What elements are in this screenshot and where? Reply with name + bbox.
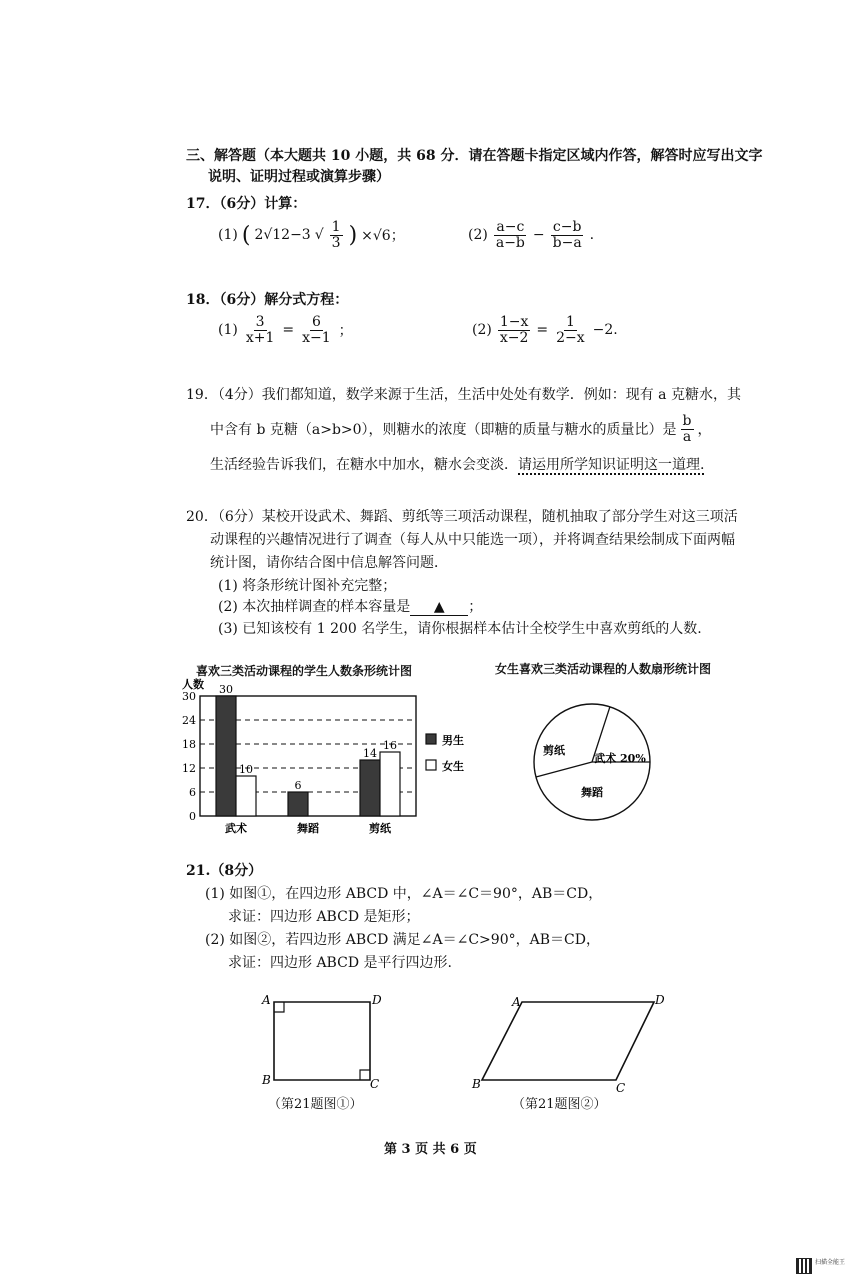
bar-chart-ylabel: 人数 (182, 678, 204, 691)
q21-label: 21.（8分） (186, 863, 263, 879)
qr-code-icon (796, 1258, 812, 1274)
figure-2-caption: （第21题图②） (512, 1097, 607, 1112)
bar-1-2 (380, 752, 400, 816)
q17-part2-end: . (589, 227, 595, 244)
q20-subquestion-2-text: (2) 本次抽样调查的样本容量是 (218, 599, 411, 615)
q20-subquestion-2-end: ； (468, 599, 483, 615)
pie-chart (520, 690, 680, 840)
q20-subquestion-3: (3) 已知该校有 1 200 名学生，请你根据样本估计全校学生中喜欢剪纸的人数. (218, 621, 702, 637)
bar-data-label: 14 (363, 747, 377, 760)
q17-part1-left: 2√12−3 (254, 227, 311, 244)
bar-chart-ytick: 12 (182, 762, 196, 775)
q20-line2: 动课程的兴趣情况进行了调查（每人从中只能选一项），并将调查结果绘制成下面两幅 (210, 532, 735, 548)
q18-part2-fraction-b: $\frac{1}{2-x}$ (556, 314, 585, 346)
bar-chart-ytick: 0 (189, 810, 196, 823)
figure-2-label-d: D (655, 993, 665, 1007)
figure-1-label-b: B (262, 1073, 271, 1087)
q18-part1-end: ； (338, 323, 353, 340)
q17-label: 17．（6分）计算： (186, 196, 307, 212)
bar-chart-title: 喜欢三类活动课程的学生人数条形统计图 (196, 664, 413, 678)
q20-line1: 20．（6分）某校开设武术、舞蹈、剪纸等三项活动课程，随机抽取了部分学生对这三项活 (186, 509, 738, 525)
q17-part2-operator: − (532, 227, 545, 244)
bar-legend-label: 女生 (442, 760, 464, 773)
bar-chart-ytick: 6 (189, 786, 196, 799)
q17-part1: (1) ( 2√12−3 √ $\frac{1}{3}$ ) ×√6； (218, 219, 405, 251)
q19-line3-text: 生活经验告诉我们，在糖水中加水，糖水会变淡． (210, 457, 518, 473)
pie-slice-label: 武术 20% (594, 752, 646, 765)
q18-part2-number: (2) (472, 322, 492, 339)
q17-part2-number: (2) (468, 227, 488, 244)
figure-1-caption: （第21题图①） (268, 1097, 363, 1112)
bar-legend-label: 男生 (442, 734, 464, 747)
bar-chart (180, 676, 480, 846)
q18-part1-fraction-a: $\frac{3}{x+1}$ (245, 314, 275, 346)
q18-part1-equals: = (282, 322, 295, 339)
q20-answer-blank: ▲ (410, 599, 468, 616)
q17-part1-number: (1) (218, 227, 238, 244)
q21-part1-proof: 求证：四边形 ABCD 是矩形； (228, 909, 420, 925)
q19-line2-end: ， (697, 422, 712, 439)
q18-part2-end: −2. (592, 322, 618, 339)
pie-slice-label: 剪纸 (543, 744, 565, 757)
q21-part2-proof: 求证：四边形 ABCD 是平行四边形. (228, 955, 452, 971)
bar-chart-ytick: 30 (182, 690, 196, 703)
figure-1-label-a: A (262, 993, 271, 1007)
bar-chart-ytick: 24 (182, 714, 196, 727)
bar-0-0 (216, 696, 236, 816)
q19-line3 (210, 454, 704, 474)
q18-part1 (218, 315, 353, 345)
q18-part1-number: (1) (218, 322, 238, 339)
q18-label: 18．（6分）解分式方程： (186, 292, 349, 308)
q19-line1: 19．（4分）我们都知道，数学来源于生活，生活中处处有数学．例如：现有 a 克糖水，其 (186, 387, 741, 403)
section-heading-line1: 三、解答题（本大题共 10 小题，共 68 分．请在答题卡指定区域内作答，解答时应写出文字 (186, 148, 763, 164)
pie-chart-title: 女生喜欢三类活动课程的人数扇形统计图 (495, 662, 712, 676)
bar-chart-ytick: 18 (182, 738, 196, 751)
pie-slice-label: 舞蹈 (581, 786, 603, 799)
q18-part1-fraction-b: $\frac{6}{x-1}$ (302, 314, 331, 346)
q19-line3-emphasis: 请运用所学知识证明这一道理. (518, 457, 705, 473)
bar-chart-xtick: 舞蹈 (297, 822, 319, 835)
q17-part2-fraction-b: $\frac{c-b}{b-a}$ (552, 219, 582, 251)
q19-line2 (210, 414, 712, 444)
bar-legend-swatch (426, 760, 436, 770)
q21-part1: (1) 如图①，在四边形 ABCD 中，∠A＝∠C＝90°，AB＝CD， (205, 886, 603, 902)
q20-line3: 统计图，请你结合图中信息解答问题． (210, 555, 448, 571)
figure-2-parallelogram (468, 990, 668, 1095)
figure-2-label-b: B (472, 1077, 481, 1091)
bar-chart-xtick: 武术 (225, 822, 247, 835)
bar-1-0 (236, 776, 256, 816)
bar-legend-swatch (426, 734, 436, 744)
figure-2-label-c: C (616, 1081, 626, 1095)
bar-data-label: 30 (219, 683, 233, 696)
bar-data-label: 10 (239, 763, 253, 776)
scanner-brand: 扫描全能王 (815, 1259, 846, 1266)
bar-0-1 (288, 792, 308, 816)
figure-2-label-a: A (512, 995, 521, 1009)
q21-part2: (2) 如图②，若四边形 ABCD 满足∠A＝∠C>90°，AB＝CD， (205, 932, 600, 948)
q17-part2 (468, 220, 594, 250)
page-number: 第 3 页 共 6 页 (384, 1142, 477, 1157)
q20-subquestion-1: (1) 将条形统计图补充完整； (218, 578, 397, 594)
q19-line2-text: 中含有 b 克糖（a>b>0），则糖水的浓度（即糖的质量与糖水的质量比）是 (210, 422, 677, 439)
q17-part1-right: ×√6； (361, 228, 405, 245)
figure-1-label-d: D (372, 993, 382, 1007)
q18-part2-fraction-a: $\frac{1-x}{x-2}$ (499, 314, 529, 346)
q18-part2-equals: = (536, 322, 549, 339)
q18-part2 (472, 315, 618, 345)
bar-0-2 (360, 760, 380, 816)
figure-1-label-c: C (370, 1077, 380, 1091)
q19-line2-fraction: $\frac{b}{a}$ (682, 413, 692, 445)
q20-subquestion-2 (218, 596, 482, 616)
q17-part2-fraction-a: $\frac{a-c}{a-b}$ (495, 219, 525, 251)
bar-chart-xtick: 剪纸 (369, 822, 391, 835)
bar-data-label: 16 (383, 739, 397, 752)
bar-data-label: 6 (294, 779, 302, 792)
figure-1-rectangle (258, 990, 388, 1095)
section-heading-line2: 说明、证明过程或演算步骤） (208, 169, 390, 185)
q17-part1-fraction: $\frac{1}{3}$ (331, 219, 341, 251)
